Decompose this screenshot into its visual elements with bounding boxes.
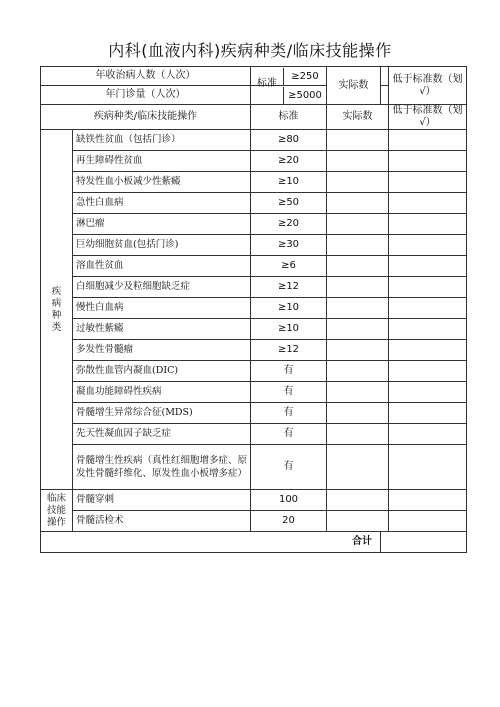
disease-actual-cell[interactable] <box>327 382 389 403</box>
outpatients-label: 年门诊量（人次） <box>41 86 251 105</box>
column-header-row <box>41 105 467 130</box>
category-header: 疾病种类/临床技能操作 <box>41 105 251 130</box>
skill-name: 骨髓穿刺 <box>73 490 251 511</box>
disease-below-cell[interactable] <box>389 340 467 361</box>
disease-name: 溶血性贫血 <box>73 256 251 277</box>
standard-label: 标准 <box>257 77 277 89</box>
total-row <box>41 532 467 553</box>
disease-actual-cell[interactable] <box>327 403 389 424</box>
disease-actual-cell[interactable] <box>327 214 389 235</box>
disease-standard: 有 <box>251 445 327 490</box>
disease-row <box>41 445 467 490</box>
disease-actual-cell[interactable] <box>327 277 389 298</box>
disease-section-label: 疾病种类 <box>41 130 73 490</box>
standard-label-cell <box>251 77 284 104</box>
disease-row <box>41 319 467 340</box>
disease-actual-cell[interactable] <box>327 424 389 445</box>
disease-below-cell[interactable] <box>389 445 467 490</box>
disease-name: 缺铁性贫血（包括门诊） <box>73 130 251 151</box>
disease-below-cell[interactable] <box>389 235 467 256</box>
skill-below-cell[interactable] <box>389 511 467 532</box>
disease-row <box>41 130 467 151</box>
disease-actual-cell[interactable] <box>327 193 389 214</box>
disease-actual-cell[interactable] <box>327 445 389 490</box>
skill-actual-cell[interactable] <box>327 490 389 511</box>
skill-row <box>41 511 467 532</box>
disease-name: 凝血功能障碍性疾病 <box>73 382 251 403</box>
disease-actual-cell[interactable] <box>327 298 389 319</box>
skill-actual-cell[interactable] <box>327 511 389 532</box>
disease-standard: ≥10 <box>251 298 327 319</box>
disease-actual-cell[interactable] <box>327 361 389 382</box>
disease-below-cell[interactable] <box>389 151 467 172</box>
disease-standard: ≥12 <box>251 277 327 298</box>
actual-count-header: 实际数 <box>327 67 381 105</box>
disease-below-cell[interactable] <box>389 193 467 214</box>
standard-header: 标准 <box>251 105 327 130</box>
disease-name: 多发性骨髓瘤 <box>73 340 251 361</box>
disease-below-cell[interactable] <box>389 361 467 382</box>
disease-standard: 有 <box>251 382 327 403</box>
disease-name: 再生障碍性贫血 <box>73 151 251 172</box>
skill-name: 骨髓活检术 <box>73 511 251 532</box>
disease-below-cell[interactable] <box>389 214 467 235</box>
skill-standard: 100 <box>251 490 327 511</box>
inpatients-label: 年收治病人数（人次） <box>41 67 251 86</box>
requirements-table <box>40 66 467 553</box>
disease-row <box>41 403 467 424</box>
disease-name: 特发性血小板减少性紫癜 <box>73 172 251 193</box>
disease-row <box>41 172 467 193</box>
disease-name: 白细胞减少及粒细胞缺乏症 <box>73 277 251 298</box>
disease-row <box>41 277 467 298</box>
disease-below-cell[interactable] <box>389 403 467 424</box>
disease-standard: 有 <box>251 424 327 445</box>
skills-section-label: 临床技能操作 <box>41 490 73 532</box>
total-label: 合计 <box>41 532 381 553</box>
disease-name: 弥散性血管内凝血(DIC) <box>73 361 251 382</box>
disease-row <box>41 361 467 382</box>
disease-actual-cell[interactable] <box>327 235 389 256</box>
disease-row <box>41 235 467 256</box>
page-title: 内科(血液内科)疾病种类/临床技能操作 <box>108 41 392 60</box>
below-standard-header: 低于标准数（划√） <box>389 67 467 105</box>
disease-standard: 有 <box>251 403 327 424</box>
inpatients-standard-value: ≥250 <box>291 70 319 82</box>
outpatients-standard <box>251 77 327 105</box>
disease-actual-cell[interactable] <box>327 172 389 193</box>
disease-below-cell[interactable] <box>389 277 467 298</box>
disease-row <box>41 193 467 214</box>
disease-row <box>41 424 467 445</box>
skill-standard: 20 <box>251 511 327 532</box>
disease-standard: ≥6 <box>251 256 327 277</box>
disease-actual-cell[interactable] <box>327 130 389 151</box>
disease-name: 慢性白血病 <box>73 298 251 319</box>
disease-standard: ≥10 <box>251 172 327 193</box>
disease-actual-cell[interactable] <box>327 319 389 340</box>
disease-below-cell[interactable] <box>389 256 467 277</box>
skill-row <box>41 490 467 511</box>
disease-standard: ≥20 <box>251 151 327 172</box>
below-header: 低于标准数（划√） <box>389 105 467 130</box>
disease-name: 骨髓增生性疾病（真性红细胞增多症、原发性骨髓纤维化、原发性血小板增多症） <box>73 445 251 490</box>
disease-row <box>41 340 467 361</box>
disease-standard: ≥20 <box>251 214 327 235</box>
disease-row <box>41 214 467 235</box>
disease-name: 骨髓增生异常综合征(MDS) <box>73 403 251 424</box>
disease-below-cell[interactable] <box>389 130 467 151</box>
disease-actual-cell[interactable] <box>327 151 389 172</box>
disease-below-cell[interactable] <box>389 172 467 193</box>
disease-standard: ≥80 <box>251 130 327 151</box>
disease-below-cell[interactable] <box>389 298 467 319</box>
disease-actual-cell[interactable] <box>327 256 389 277</box>
disease-name: 急性白血病 <box>73 193 251 214</box>
actual-header: 实际数 <box>327 105 389 130</box>
disease-standard: ≥30 <box>251 235 327 256</box>
disease-row <box>41 298 467 319</box>
disease-standard: ≥50 <box>251 193 327 214</box>
disease-name: 先天性凝血因子缺乏症 <box>73 424 251 445</box>
disease-actual-cell[interactable] <box>327 340 389 361</box>
disease-standard: ≥12 <box>251 340 327 361</box>
disease-standard: ≥10 <box>251 319 327 340</box>
outpatients-standard-value: ≥5000 <box>288 89 322 101</box>
disease-name: 淋巴瘤 <box>73 214 251 235</box>
disease-standard: 有 <box>251 361 327 382</box>
disease-name: 巨幼细胞贫血(包括门诊) <box>73 235 251 256</box>
inpatients-actual-cell[interactable] <box>381 67 389 86</box>
disease-below-cell[interactable] <box>389 424 467 445</box>
disease-row <box>41 256 467 277</box>
disease-name: 过敏性紫癜 <box>73 319 251 340</box>
disease-below-cell[interactable] <box>389 319 467 340</box>
disease-row <box>41 382 467 403</box>
disease-below-cell[interactable] <box>389 382 467 403</box>
total-value-cell[interactable] <box>381 532 467 553</box>
outpatients-actual-cell[interactable] <box>381 86 389 105</box>
skill-below-cell[interactable] <box>389 490 467 511</box>
disease-row <box>41 151 467 172</box>
